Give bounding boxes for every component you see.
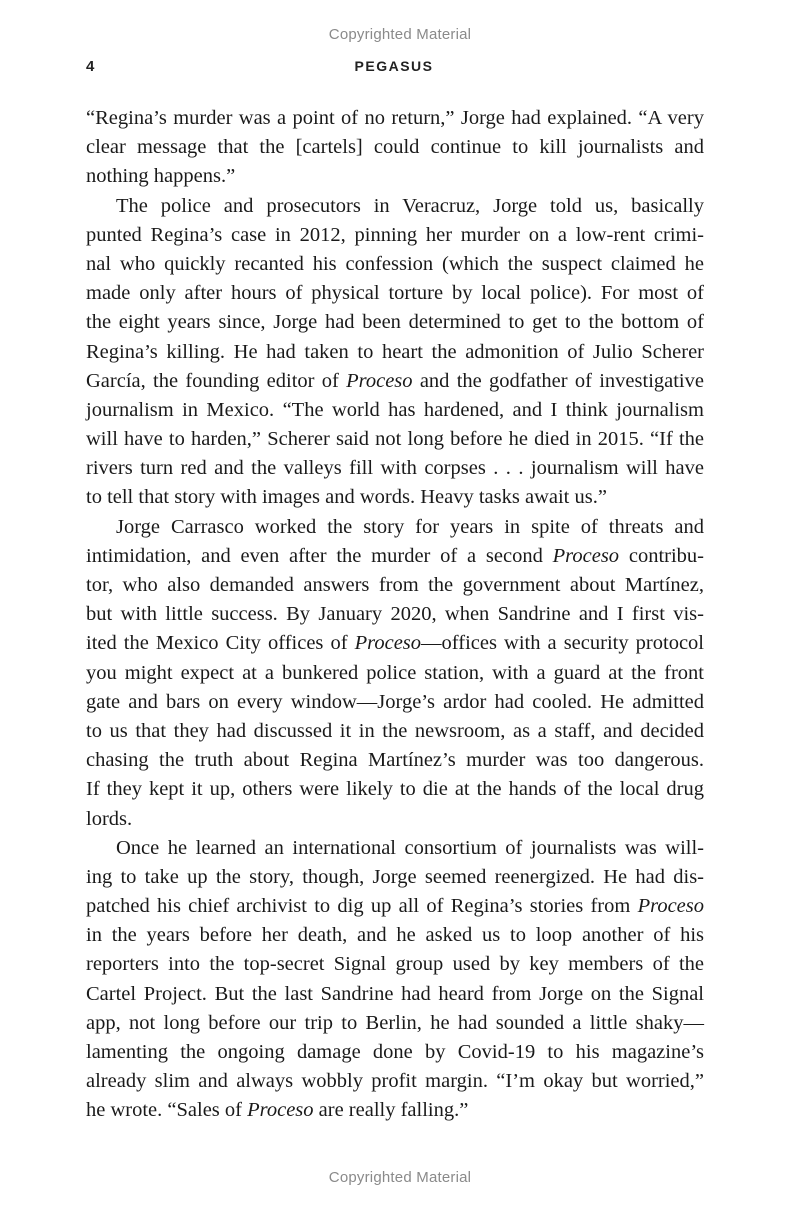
text-run: —offices with a security protocol — [421, 632, 704, 655]
text-line: If they kept it up, others were likely to die at the hands of the local drug — [86, 778, 704, 801]
copyright-watermark-top: Copyrighted Material — [328, 26, 472, 43]
text-line: Cartel Project. But the last Sandrine had heard from Jorge on the Signal — [86, 982, 704, 1005]
text-line: gate and bars on every window—Jorge’s ardor had cooled. He admitted — [86, 690, 704, 713]
text-run: and the godfather of investigative — [412, 369, 704, 392]
text-line: Regina’s killing. He had taken to heart the admonition of Julio Scherer — [86, 340, 704, 363]
text-line: made only after hours of physical torture by local police). For most of — [86, 282, 704, 305]
text-run: patched his chief archivist to dig up all of Regina’s stories from — [86, 895, 638, 918]
paragraph — [86, 834, 704, 1126]
text-line: to us that they had discussed it in the newsroom, as a staff, and decided — [86, 719, 704, 742]
publication-title: Proceso — [637, 895, 704, 918]
text-line — [86, 542, 704, 571]
text-line: reporters into the top-secret Signal group used by key members of the — [86, 953, 704, 976]
running-title: PEGASUS — [354, 58, 434, 74]
text-line: “Regina’s murder was a point of no return,” Jorge had explained. “A very — [86, 107, 704, 129]
copyright-watermark-bottom: Copyrighted Material — [328, 1169, 472, 1186]
text-run: he wrote. “Sales of — [86, 1099, 248, 1122]
text-line: journalism in Mexico. “The world has hardened, and I think journalism — [86, 398, 704, 421]
text-line: will have to harden,” Scherer said not long before he died in 2015. “If the — [86, 428, 704, 451]
text-line: to tell that story with images and words. Heavy tasks await us.” — [86, 486, 607, 509]
publication-title: Proceso — [552, 544, 620, 567]
text-line: ing to take up the story, though, Jorge seemed reenergized. He had dis- — [86, 865, 704, 888]
text-line: The police and prosecutors in Veracruz, Jorge told us, basically — [116, 194, 704, 217]
text-line: you might expect at a bunkered police station, with a guard at the front — [86, 661, 704, 684]
text-line: nothing happens.” — [86, 165, 236, 188]
text-line: Once he learned an international consortium of journalists was will- — [116, 836, 704, 859]
text-line — [86, 892, 704, 921]
text-line — [86, 629, 704, 658]
text-line: in the years before her death, and he asked us to loop another of his — [86, 924, 704, 947]
text-line — [86, 1096, 704, 1125]
text-line: lamenting the ongoing damage done by Covid-19 to his magazine’s — [86, 1041, 704, 1063]
text-line: app, not long before our trip to Berlin, he had sounded a little shaky— — [86, 1011, 704, 1034]
text-line: punted Regina’s case in 2012, pinning her murder on a low-rent crimi- — [86, 223, 704, 246]
text-run: ited the Mexico City offices of — [86, 632, 355, 655]
text-run: contribu- — [619, 544, 704, 567]
publication-title: Proceso — [354, 632, 422, 655]
text-line: lords. — [86, 807, 133, 830]
text-line: tor, who also demanded answers from the government about Martínez, — [86, 574, 704, 596]
publication-title: Proceso — [346, 369, 413, 392]
text-run: intimidation, and even after the murder of a second — [86, 544, 553, 567]
paragraph — [86, 104, 704, 192]
text-line: rivers turn red and the valleys fill with corpses . . . journalism will have — [86, 457, 704, 480]
text-run: García, the founding editor of — [86, 369, 347, 392]
text-line: nal who quickly recanted his confession (which the suspect claimed he — [86, 252, 704, 275]
text-line — [86, 367, 704, 396]
running-header — [86, 58, 702, 80]
paragraph — [86, 192, 704, 513]
body-text — [86, 104, 704, 1126]
paragraph — [86, 513, 704, 834]
text-run: are really falling.” — [313, 1099, 469, 1122]
text-line: the eight years since, Jorge had been determined to get to the bottom of — [86, 311, 704, 334]
publication-title: Proceso — [247, 1099, 314, 1122]
text-line: chasing the truth about Regina Martínez’s murder was too dangerous. — [86, 749, 704, 772]
page-number: 4 — [86, 58, 95, 75]
text-line: clear message that the [cartels] could continue to kill journalists and — [86, 136, 704, 159]
text-line: already slim and always wobbly profit margin. “I’m okay but worried,” — [86, 1070, 704, 1093]
text-line: Jorge Carrasco worked the story for years in spite of threats and — [116, 515, 704, 538]
text-line: but with little success. By January 2020, when Sandrine and I first vis- — [86, 603, 704, 626]
